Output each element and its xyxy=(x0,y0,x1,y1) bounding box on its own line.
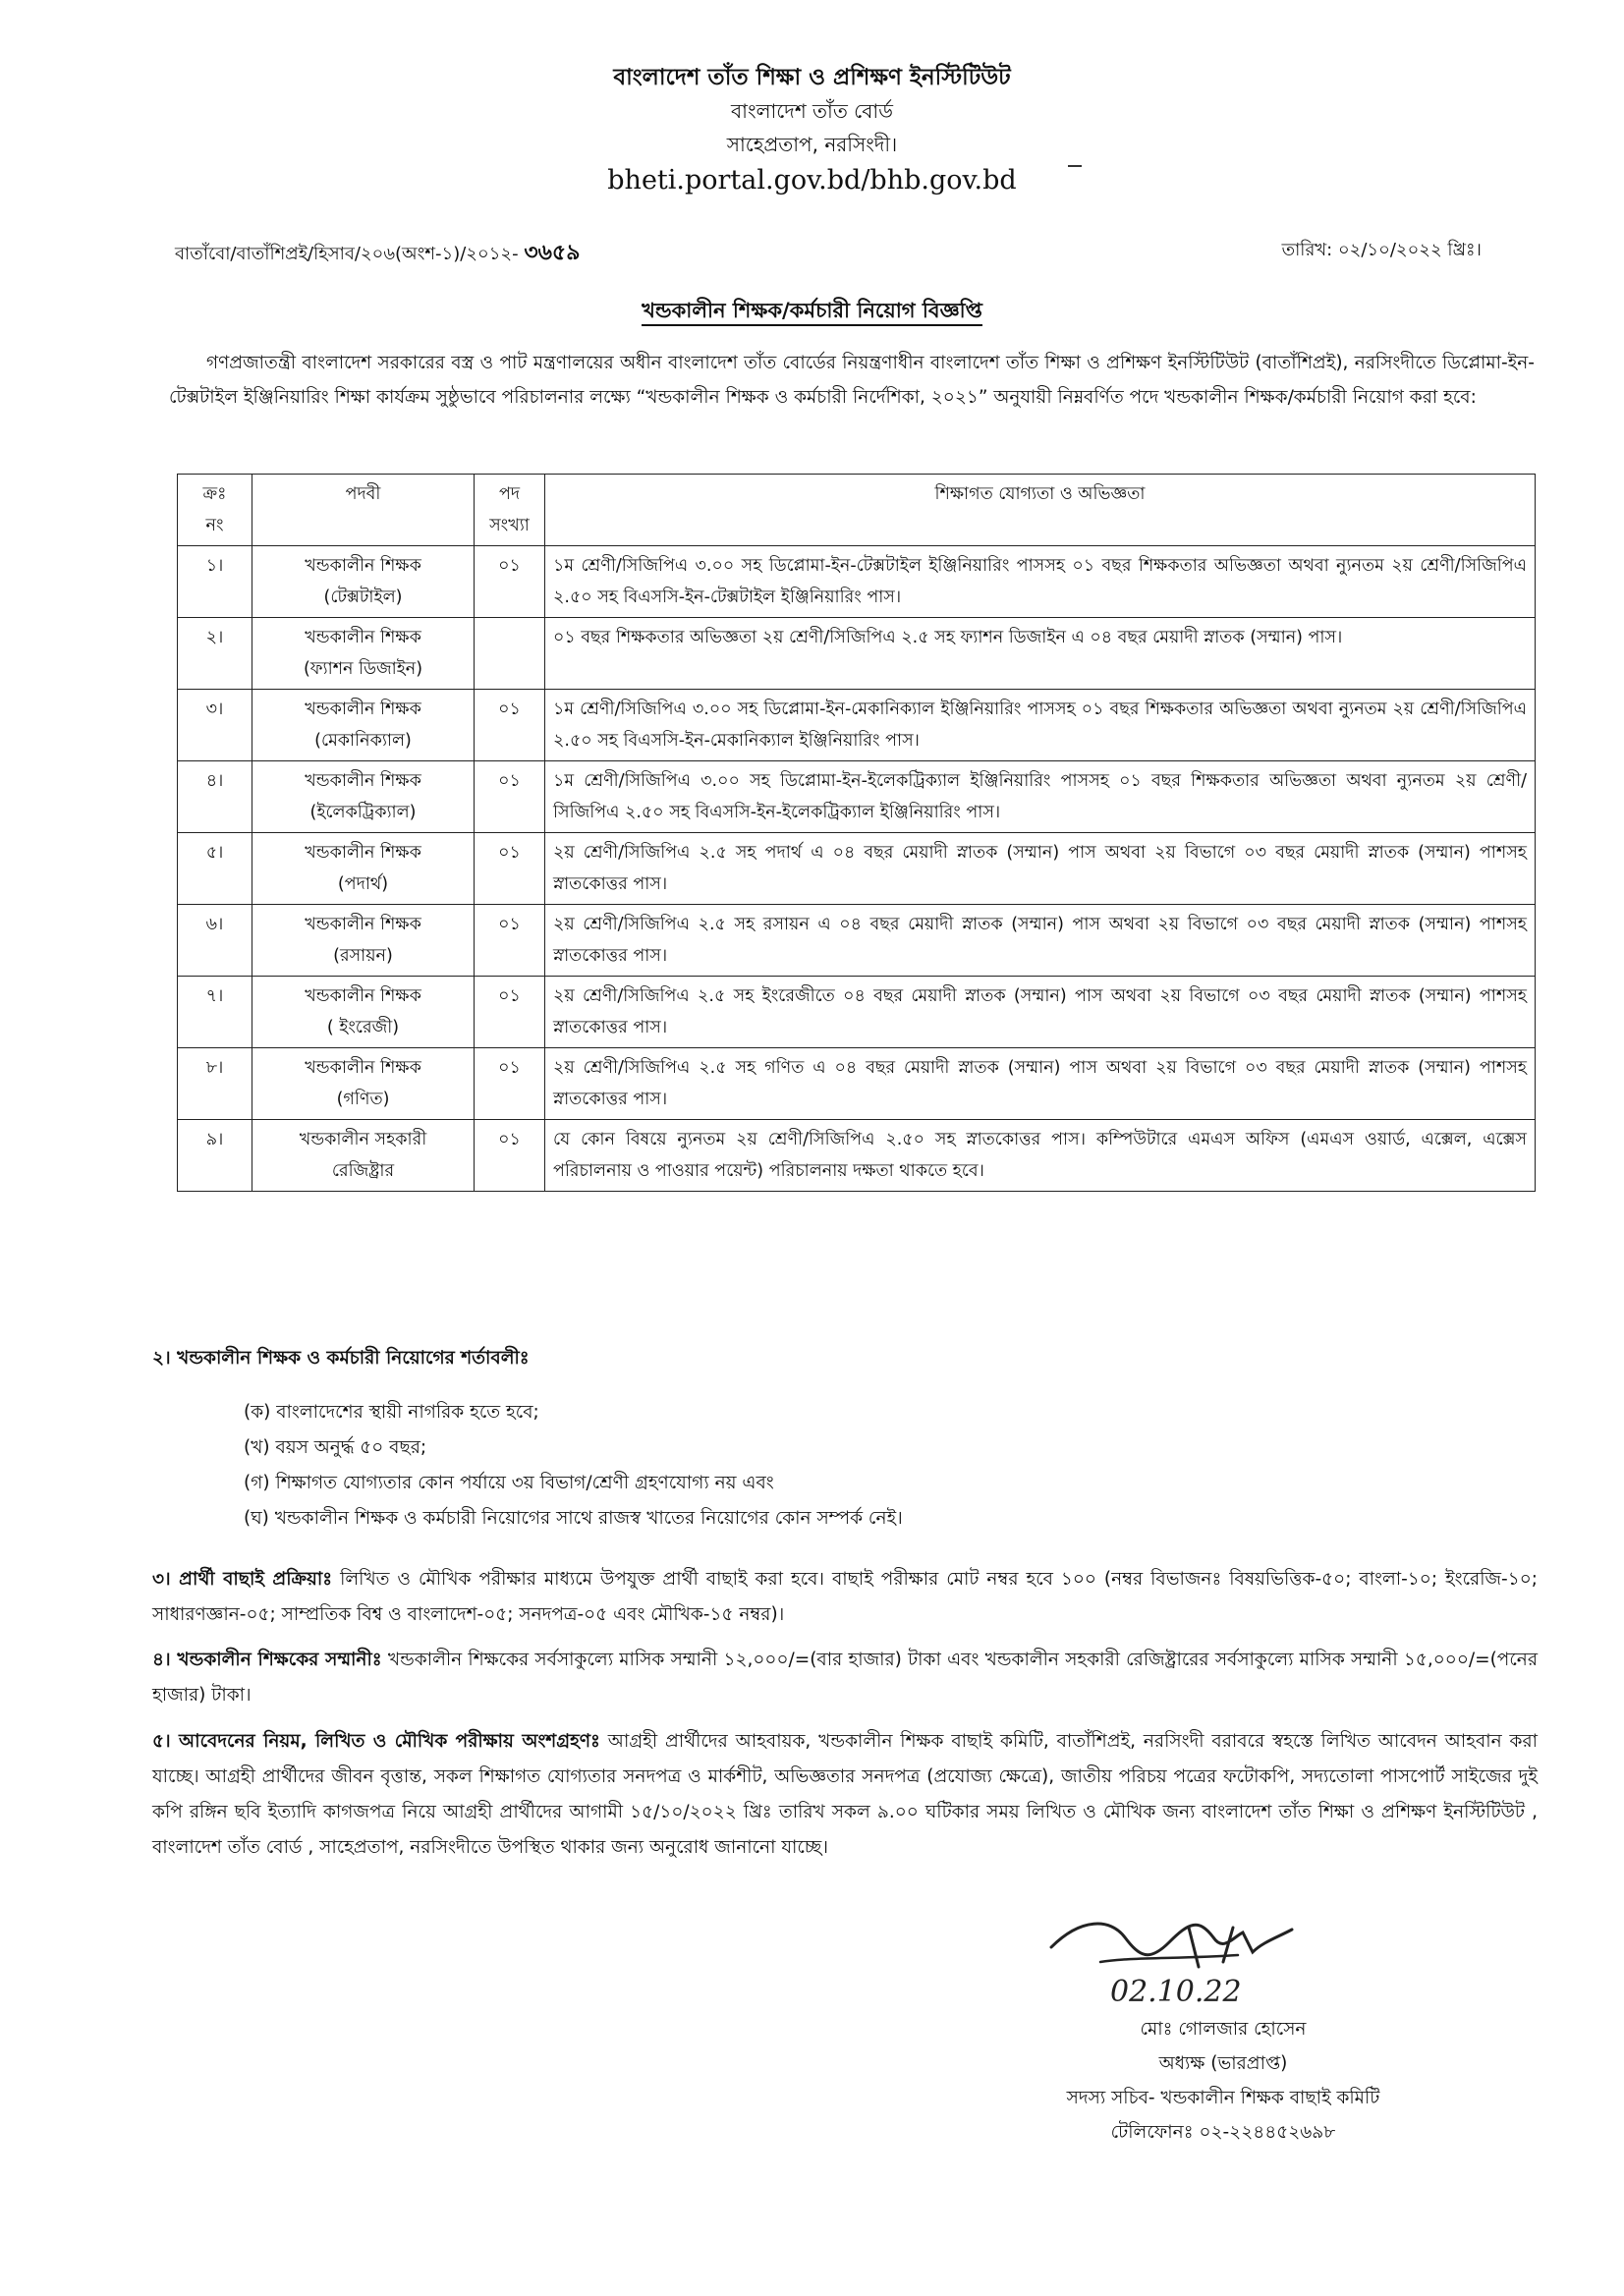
row-count: ০১ xyxy=(475,977,545,1048)
selection-process-heading: ৩। প্রার্থী বাছাই প্রক্রিয়াঃ xyxy=(152,1569,333,1590)
row-count: ০১ xyxy=(475,833,545,905)
memo-date: তারিখ: ০২/১০/২০২২ খ্রিঃ। xyxy=(1281,240,1482,260)
posts-table xyxy=(177,474,1536,1192)
row-qualification: ২য় শ্রেণী/সিজিপিএ ২.৫ সহ রসায়ন এ ০৪ বছর মেয়াদী স্নাতক (সম্মান) পাস অথবা ২য় বিভাগে ০৩ বছর মেয়াদী স্নাতক (সম্মান) পাশসহ স্নাতকোত্তর পাস। xyxy=(545,905,1536,977)
conditions-list xyxy=(244,1395,903,1537)
signatory-block xyxy=(978,2012,1469,2150)
table-row xyxy=(178,905,1536,977)
decorative-mark xyxy=(1068,165,1082,167)
condition-item: (ঘ) খন্ডকালীন শিক্ষক ও কর্মচারী নিয়োগের সাথে রাজস্ব খাতের নিয়োগের কোন সম্পর্ক নেই। xyxy=(244,1508,903,1529)
row-serial: ৫। xyxy=(178,833,252,905)
honorarium-text: খন্ডকালীন শিক্ষকের সর্বসাকুল্যে মাসিক সম্মানী ১২,০০০/=(বার হাজার) টাকা এবং খন্ডকালীন সহকারী রেজিষ্ট্রারের সর্বসাকুল্যে মাসিক সম্মানী ১৫,০০০/=(পনের হাজার) টাকা। xyxy=(152,1650,1539,1706)
condition-item: (গ) শিক্ষাগত যোগ্যতার কোন পর্যায়ে ৩য় বিভাগ/শ্রেণী গ্রহণযোগ্য নয় এবং xyxy=(244,1473,774,1493)
row-qualification: যে কোন বিষয়ে ন্যুনতম ২য় শ্রেণী/সিজিপিএ ২.৫০ সহ স্নাতকোত্তর পাস। কম্পিউটারে এমএস অফিস (এমএস ওয়ার্ড, এক্সেল, এক্সেস পরিচালনায় ও পাওয়ার পয়েন্ট) পরিচালনায় দক্ষতা থাকতে হবে। xyxy=(545,1120,1536,1192)
signatory-committee: সদস্য সচিব- খন্ডকালীন শিক্ষক বাছাই কমিটি xyxy=(1066,2088,1380,2108)
row-count: ০১ xyxy=(475,761,545,833)
header-post: পদবী xyxy=(252,475,475,546)
signatory-name: মোঃ গোলজার হোসেন xyxy=(1140,2019,1307,2040)
row-count xyxy=(475,618,545,690)
row-count: ০১ xyxy=(475,546,545,618)
row-post: খন্ডকালীন শিক্ষক (মেকানিক্যাল) xyxy=(252,690,475,761)
row-serial: ৪। xyxy=(178,761,252,833)
honorarium-heading: ৪। খন্ডকালীন শিক্ষকের সম্মানীঃ xyxy=(152,1650,382,1670)
row-count: ০১ xyxy=(475,1048,545,1120)
row-post: খন্ডকালীন শিক্ষক ( ইংরেজী) xyxy=(252,977,475,1048)
row-qualification: ২য় শ্রেণী/সিজিপিএ ২.৫ সহ গণিত এ ০৪ বছর মেয়াদী স্নাতক (সম্মান) পাস অথবা ২য় বিভাগে ০৩ বছর মেয়াদী স্নাতক (সম্মান) পাশসহ স্নাতকোত্তর পাস। xyxy=(545,1048,1536,1120)
table-row xyxy=(178,1120,1536,1192)
memo-prefix: বাতাঁবো/বাতাঁশিপ্রই/হিসাব/২০৬(অংশ-১)/২০১২- xyxy=(175,244,519,264)
table-row xyxy=(178,618,1536,690)
row-post: খন্ডকালীন শিক্ষক (রসায়ন) xyxy=(252,905,475,977)
row-serial: ৩। xyxy=(178,690,252,761)
memo-reference xyxy=(175,236,581,272)
row-qualification: ১ম শ্রেণী/সিজিপিএ ৩.০০ সহ ডিপ্লোমা-ইন-টেক্সটাইল ইঞ্জিনিয়ারিং পাসসহ ০১ বছর শিক্ষকতার অভিজ্ঞতা অথবা ন্যুনতম ২য় শ্রেণী/সিজিপিএ ২.৫০ সহ বিএসসি-ইন-টেক্সটাইল ইঞ্জিনিয়ারিং পাস। xyxy=(545,546,1536,618)
conditions-heading: ২। খন্ডকালীন শিক্ষক ও কর্মচারী নিয়োগের শর্তাবলীঃ xyxy=(152,1348,530,1369)
board-name: বাংলাদেশ তাঁত বোর্ড xyxy=(731,99,893,123)
row-qualification: ২য় শ্রেণী/সিজিপিএ ২.৫ সহ ইংরেজীতে ০৪ বছর মেয়াদী স্নাতক (সম্মান) পাস অথবা ২য় বিভাগে ০৩ বছর মেয়াদী স্নাতক (সম্মান) পাশসহ স্নাতকোত্তর পাস। xyxy=(545,977,1536,1048)
row-qualification: ০১ বছর শিক্ষকতার অভিজ্ঞতা ২য় শ্রেণী/সিজিপিএ ২.৫ সহ ফ্যাশন ডিজাইন এ ০৪ বছর মেয়াদী স্নাতক (সম্মান) পাস। xyxy=(545,618,1536,690)
selection-process-text: লিখিত ও মৌখিক পরীক্ষার মাধ্যমে উপযুক্ত প্রার্থী বাছাই করা হবে। বাছাই পরীক্ষার মোট নম্বর হবে ১০০ (নম্বর বিভাজনঃ বিষয়ভিত্তিক-৫০; বাংলা-১০; ইংরেজি-১০; সাধারণজ্ঞান-০৫; সাম্প্রতিক বিশ্ব ও বাংলাদেশ-০৫; সনদপত্র-০৫ এবং মৌখিক-১৫ নম্বর)। xyxy=(152,1569,1538,1625)
application-rules xyxy=(152,1724,1538,1866)
website-link[interactable]: bheti.portal.gov.bd/bhb.gov.bd xyxy=(607,165,1017,196)
header-qualification: শিক্ষাগত যোগ্যতা ও অভিজ্ঞতা xyxy=(545,475,1536,546)
row-qualification: ১ম শ্রেণী/সিজিপিএ ৩.০০ সহ ডিপ্লোমা-ইন-ইলেকট্রিক্যাল ইঞ্জিনিয়ারিং পাসসহ ০১ বছর শিক্ষকতার অভিজ্ঞতা অথবা ন্যুনতম ২য় শ্রেণী/সিজিপিএ ২.৫০ সহ বিএসসি-ইন-ইলেকট্রিক্যাল ইঞ্জিনিয়ারিং পাস। xyxy=(545,761,1536,833)
institute-name: বাংলাদেশ তাঁত শিক্ষা ও প্রশিক্ষণ ইনস্টিটিউট xyxy=(613,65,1011,90)
row-serial: ২। xyxy=(178,618,252,690)
application-rules-heading: ৫। আবেদনের নিয়ম, লিখিত ও মৌখিক পরীক্ষায় অংশগ্রহণঃ xyxy=(152,1731,600,1752)
row-qualification: ১ম শ্রেণী/সিজিপিএ ৩.০০ সহ ডিপ্লোমা-ইন-মেকানিক্যাল ইঞ্জিনিয়ারিং পাসসহ ০১ বছর শিক্ষকতার অভিজ্ঞতা অথবা ন্যুনতম ২য় শ্রেণী/সিজিপিএ ২.৫০ সহ বিএসসি-ইন-মেকানিক্যাল ইঞ্জিনিয়ারিং পাস। xyxy=(545,690,1536,761)
signature-date: 02.10.22 xyxy=(1110,1975,1242,2009)
application-rules-text: আগ্রহী প্রার্থীদের আহবায়ক, খন্ডকালীন শিক্ষক বাছাই কমিটি, বাতাঁশিপ্রই, নরসিংদী বরাবরে স্বহস্তে লিখিত আবেদন আহবান করা যাচ্ছে। আগ্রহী প্রার্থীদের জীবন বৃত্তান্ত, সকল শিক্ষাগত যোগ্যতার সনদপত্র ও মার্কশীট, অভিজ্ঞতার সনদপত্র (প্রযোজ্য ক্ষেত্রে), জাতীয় পরিচয় পত্রের ফটোকপি, সদ্যতোলা পাসপোর্ট সাইজের দুই কপি রঙ্গিন ছবি ইত্যাদি কাগজপত্র নিয়ে আগ্রহী প্রার্থীদের আগামী ১৫/১০/২০২২ খ্রিঃ তারিখ সকল ৯.০০ ঘটিকার সময় লিখিত ও মৌখিক জন্য বাংলাদেশ তাঁত শিক্ষা ও প্রশিক্ষণ ইনস্টিটিউট , বাংলাদেশ তাঁত বোর্ড , সাহেপ্রতাপ, নরসিংদীতে উপস্থিত থাকার জন্য অনুরোধ জানানো যাচ্ছে। xyxy=(152,1731,1538,1858)
table-header-row xyxy=(178,475,1536,546)
handwritten-signature xyxy=(1041,1908,1336,2016)
table-row xyxy=(178,833,1536,905)
selection-process xyxy=(152,1562,1538,1633)
signatory-designation: অধ্যক্ষ (ভারপ্রাপ্ত) xyxy=(1158,2053,1288,2074)
header-serial: ক্রঃ নং xyxy=(178,475,252,546)
row-count: ০১ xyxy=(475,690,545,761)
row-count: ০১ xyxy=(475,1120,545,1192)
row-post: খন্ডকালীন সহকারী রেজিষ্ট্রার xyxy=(252,1120,475,1192)
row-post: খন্ডকালীন শিক্ষক (গণিত) xyxy=(252,1048,475,1120)
signatory-phone: টেলিফোনঃ ০২-২২৪৪৫২৬৯৮ xyxy=(1110,2122,1336,2143)
table-row xyxy=(178,1048,1536,1120)
table-row xyxy=(178,761,1536,833)
table-row xyxy=(178,546,1536,618)
honorarium xyxy=(152,1643,1538,1713)
row-serial: ১। xyxy=(178,546,252,618)
row-serial: ৯। xyxy=(178,1120,252,1192)
condition-item: (খ) বয়স অনুর্দ্ধ ৫০ বছর; xyxy=(244,1437,427,1458)
row-serial: ৬। xyxy=(178,905,252,977)
row-post: খন্ডকালীন শিক্ষক (ফ্যাশন ডিজাইন) xyxy=(252,618,475,690)
row-post: খন্ডকালীন শিক্ষক (পদার্থ) xyxy=(252,833,475,905)
row-count: ০১ xyxy=(475,905,545,977)
intro-paragraph: গণপ্রজাতন্ত্রী বাংলাদেশ সরকারের বস্ত্র ও পাট মন্ত্রণালয়ের অধীন বাংলাদেশ তাঁত বোর্ডের নিয়ন্ত্রণাধীন বাংলাদেশ তাঁত শিক্ষা ও প্রশিক্ষণ ইনস্টিটিউট (বাতাঁশিপ্রই), নরসিংদীতে ডিপ্লোমা-ইন-টেক্সটাইল ইঞ্জিনিয়ারিং শিক্ষা কার্যক্রম সুষ্ঠুভাবে পরিচালনার লক্ষ্যে “খন্ডকালীন শিক্ষক ও কর্মচারী নির্দেশিকা, ২০২১” অনুযায়ী নিম্নবর্ণিত পদে খন্ডকালীন শিক্ষক/কর্মচারী নিয়োগ করা হবে: xyxy=(169,353,1535,408)
memo-number: ৩৬৫৯ xyxy=(524,241,581,265)
row-post: খন্ডকালীন শিক্ষক (টেক্সটাইল) xyxy=(252,546,475,618)
letterhead xyxy=(0,61,1624,200)
notice-title: খন্ডকালীন শিক্ষক/কর্মচারী নিয়োগ বিজ্ঞপ্তি xyxy=(0,295,1624,329)
condition-item: (ক) বাংলাদেশের স্থায়ী নাগরিক হতে হবে; xyxy=(244,1402,539,1423)
table-row xyxy=(178,690,1536,761)
header-count: পদ সংখ্যা xyxy=(475,475,545,546)
row-post: খন্ডকালীন শিক্ষক (ইলেকট্রিক্যাল) xyxy=(252,761,475,833)
table-row xyxy=(178,977,1536,1048)
institute-address: সাহেপ্রতাপ, নরসিংদী। xyxy=(726,133,898,156)
row-serial: ৭। xyxy=(178,977,252,1048)
row-serial: ৮। xyxy=(178,1048,252,1120)
row-qualification: ২য় শ্রেণী/সিজিপিএ ২.৫ সহ পদার্থ এ ০৪ বছর মেয়াদী স্নাতক (সম্মান) পাস অথবা ২য় বিভাগে ০৩ বছর মেয়াদী স্নাতক (সম্মান) পাশসহ স্নাতকোত্তর পাস। xyxy=(545,833,1536,905)
